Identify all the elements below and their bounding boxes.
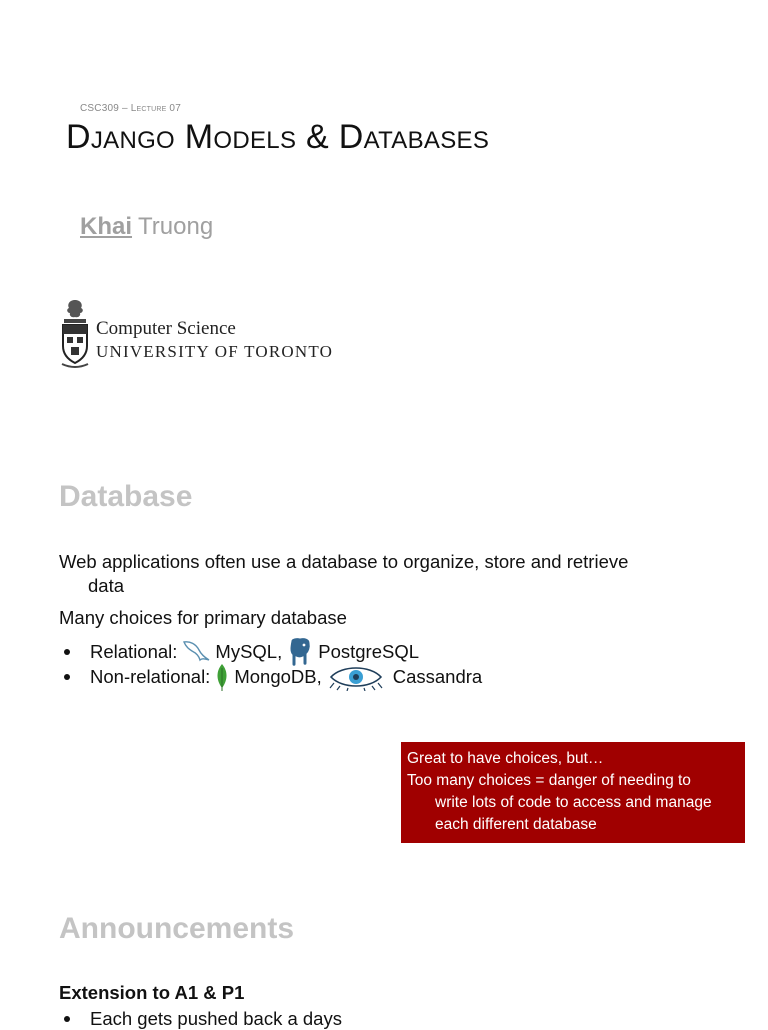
mongodb-label: MongoDB,	[234, 666, 322, 687]
mongodb-leaf-icon	[213, 662, 231, 692]
bullet-extension-partial	[62, 1008, 342, 1030]
uoft-crest-icon	[60, 298, 90, 370]
bullet-dot	[64, 1016, 70, 1022]
author-last-name: Truong	[138, 213, 214, 240]
course-tag: CSC309 – Lecture 07	[80, 103, 181, 114]
university-logo	[60, 298, 370, 372]
extension-bullet-text: Each gets pushed back a days	[90, 1008, 342, 1029]
callout-line4: each different database	[435, 816, 597, 833]
relational-label: Relational:	[90, 641, 178, 662]
callout-line3: write lots of code to access and manage	[435, 794, 712, 811]
mysql-label: MySQL,	[215, 641, 283, 662]
callout-line2: Too many choices = danger of needing to	[407, 772, 691, 789]
callout-box	[401, 742, 745, 843]
logo-university: UNIVERSITY OF TORONTO	[96, 342, 334, 361]
author-name	[80, 213, 213, 241]
extension-title: Extension to A1 & P1	[59, 982, 245, 1003]
callout-line1: Great to have choices, but…	[407, 750, 604, 767]
postgresql-label: PostgreSQL	[318, 641, 420, 662]
deck-title: Django Models & Databases	[66, 118, 490, 156]
database-para2: Many choices for primary database	[59, 607, 347, 628]
cassandra-eye-icon	[328, 663, 384, 691]
nonrelational-label: Non-relational:	[90, 666, 211, 687]
database-section-title: Database	[59, 480, 193, 513]
bullet-dot	[64, 674, 70, 680]
bullet-dot	[64, 649, 70, 655]
database-para1-line2: data	[88, 575, 125, 596]
logo-department: Computer Science	[96, 318, 236, 339]
cassandra-label: Cassandra	[392, 666, 483, 687]
bullet-nonrelational	[62, 662, 482, 692]
author-first-name-link[interactable]: Khai	[80, 213, 133, 240]
database-para1-line1: Web applications often use a database to organize, store and retrieve	[59, 551, 629, 572]
announcements-section-title: Announcements	[59, 912, 295, 945]
